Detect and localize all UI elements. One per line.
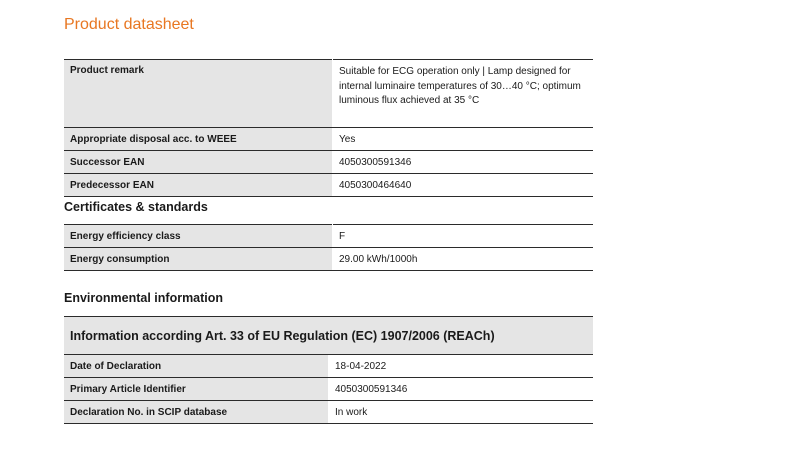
row-value: 4050300464640 <box>333 174 594 197</box>
row-label: Predecessor EAN <box>64 174 333 197</box>
row-label: Declaration No. in SCIP database <box>64 401 329 424</box>
table-row <box>64 378 593 401</box>
reach-table-heading: Information according Art. 33 of EU Regulation (EC) 1907/2006 (REACh) <box>64 317 593 355</box>
table-row <box>64 355 593 378</box>
row-label: Product remark <box>64 60 333 128</box>
row-label: Successor EAN <box>64 151 333 174</box>
table-row <box>64 174 593 197</box>
table-row <box>64 401 593 424</box>
environmental-heading: Environmental information <box>64 291 224 305</box>
table-row <box>64 151 593 174</box>
row-value: 4050300591346 <box>333 151 594 174</box>
row-value: 4050300591346 <box>329 378 594 401</box>
certificates-heading: Certificates & standards <box>64 200 208 214</box>
row-value: In work <box>329 401 594 424</box>
table-row <box>64 225 593 248</box>
table-row <box>64 60 593 128</box>
page-title: Product datasheet <box>64 16 194 33</box>
row-value: F <box>333 225 594 248</box>
certificates-table <box>64 224 593 271</box>
row-value: 18-04-2022 <box>329 355 594 378</box>
product-info-table <box>64 59 593 197</box>
table-row <box>64 248 593 271</box>
table-header-row <box>64 317 593 355</box>
row-label: Energy consumption <box>64 248 333 271</box>
row-value: 29.00 kWh/1000h <box>333 248 594 271</box>
row-value: Yes <box>333 128 594 151</box>
row-label: Energy efficiency class <box>64 225 333 248</box>
reach-table <box>64 316 593 424</box>
table-row <box>64 128 593 151</box>
row-label: Appropriate disposal acc. to WEEE <box>64 128 333 151</box>
row-value: Suitable for ECG operation only | Lamp designed for internal luminaire temperatures of 30…40 °C; optimum luminous flux achieved at 35 °C <box>333 60 594 128</box>
row-label: Primary Article Identifier <box>64 378 329 401</box>
row-label: Date of Declaration <box>64 355 329 378</box>
